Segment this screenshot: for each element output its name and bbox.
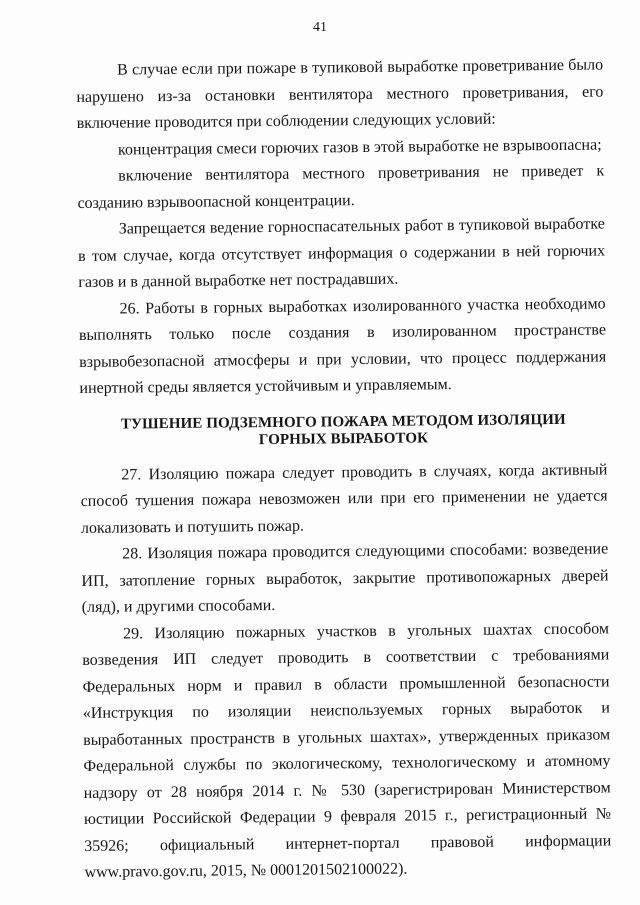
paragraph-item-29: 29. Изоляцию пожарных участков в угольных шахтах способом возведения ИП следует проводить в соответствии с требованиями Федеральных норм и правил в области промышленной безопасности «Инструкция по изоляции неиспользуемых горных выработок и выработанных пространств в угольных шахтах», утвержденных приказом Федеральной службы по экологическому, технологическому и атомному надзору от 28 ноября 2014 г. № 530 (зарегистрирован Министерством юстиции Российской Федерации 9 февраля 2015 г., регистрационный № 35926; официальный интернет-портал правовой информации www.pravo.gov.ru, 2015, № 0001201502100022). bbox=[82, 619, 612, 881]
paragraph-item-26: 26. Работы в горных выработках изолированного участка необходимо выполнять только после создания в изолированном пространстве взрывобезопасной атмосферы и при условии, что процесс поддержания инертной среды является устойчивым и управляемым. bbox=[78, 294, 607, 397]
page-number: 41 bbox=[313, 20, 327, 35]
paragraph-ventilation-restart: В случае если при пожаре в тупиковой выработке проветривание было нарушено из-за остановки вентилятора местного проветривания, его включение проводится при соблюдении следующих условий: bbox=[76, 56, 604, 132]
section-heading-line-2: ГОРНЫХ ВЫРАБОТОК bbox=[258, 429, 429, 448]
document-body bbox=[76, 52, 612, 886]
paragraph-condition-fan-start: включение вентилятора местного проветривания не приведет к созданию взрывоопасной концентрации. bbox=[77, 162, 605, 212]
paragraph-item-28: 28. Изоляция пожара проводится следующими способами: возведение ИП, затопление горных выработок, закрытие противопожарных дверей (ляд), и другими способами. bbox=[81, 540, 609, 616]
section-heading bbox=[80, 411, 607, 451]
section-heading-line-1: ТУШЕНИЕ ПОДЗЕМНОГО ПОЖАРА МЕТОДОМ ИЗОЛЯЦИИ bbox=[120, 411, 566, 433]
paragraph-condition-gas-concentration: концентрация смеси горючих газов в этой выработке не взрывоопасна; bbox=[117, 136, 602, 159]
paragraph-rescue-prohibition: Запрещается ведение горноспасательных работ в тупиковой выработке в том случае, когда отсутствует информация о содержании в ней горючих газов и в данной выработке нет пострадавших. bbox=[77, 215, 606, 291]
paragraph-item-27: 27. Изоляцию пожара следует проводить в случаях, когда активный способ тушения пожара невозможен или при его применении не удается локализовать и потушить пожар. bbox=[80, 460, 608, 537]
